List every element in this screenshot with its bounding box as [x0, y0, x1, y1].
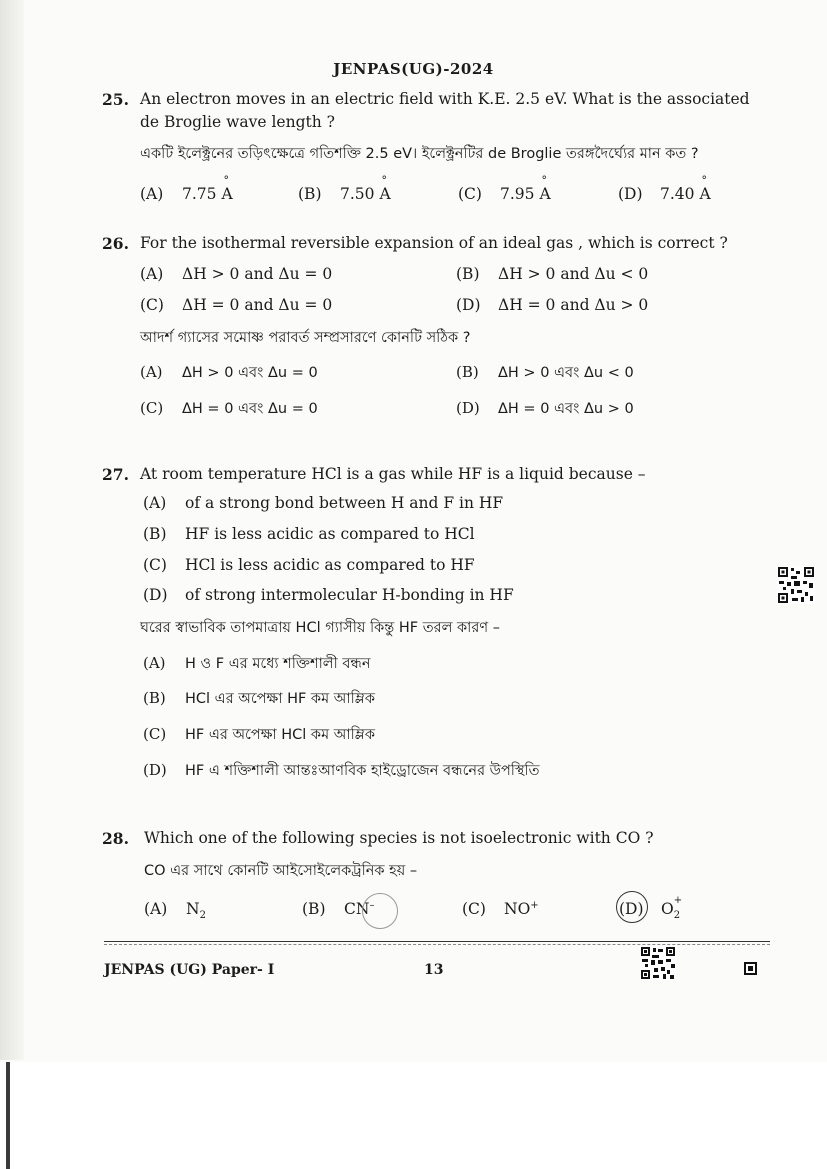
option-a-bn: (A) H ও F এর মধ্যে শক্তিশালী বন্ধন — [143, 654, 371, 672]
angstrom-unit: ° A — [699, 185, 710, 203]
option-d-en: (D) ΔH = 0 and Δu > 0 — [456, 296, 649, 314]
question-number: 28. — [102, 829, 129, 848]
question-text-bn: ঘরের স্বাভাবিক তাপমাত্রায় HCl গ্যাসীয় কিন্তু HF তরল কারণ – — [140, 620, 500, 636]
option-c-bn: (C) ΔH = 0 এবং Δu = 0 — [140, 399, 318, 417]
option-a: (A) 7.75 ° A — [140, 185, 233, 203]
option-d: (D) O + 2 — [619, 895, 683, 921]
question-text-line-1: An electron moves in an electric field with K.E. 2.5 eV. What is the associated — [140, 90, 750, 108]
option-c-en: (C) ΔH = 0 and Δu = 0 — [140, 296, 333, 314]
footer-rule-dashed — [104, 944, 770, 945]
question-text-bn: CO এর সাথে কোনটি আইসোইলেকট্রনিক হয় – — [144, 863, 418, 879]
option-b-en: (B) HF is less acidic as compared to HCl — [143, 525, 475, 543]
question-text-en: At room temperature HCl is a gas while HF is a liquid because – — [140, 465, 646, 483]
option-b: (B) CN– — [302, 900, 375, 919]
option-b: (B) 7.50 ° A — [298, 185, 391, 203]
question-text-line-2: de Broglie wave length ? — [140, 113, 335, 131]
question-text-en — [140, 88, 760, 134]
option-a: (A) $N_2$ — [144, 900, 206, 922]
option-d-bn: (D) ΔH = 0 এবং Δu > 0 — [456, 399, 634, 417]
footer-qr-code — [640, 946, 676, 980]
side-qr-code — [777, 566, 815, 604]
option-a-en: (A) ΔH > 0 and Δu = 0 — [140, 265, 333, 283]
angstrom-unit: ° A — [379, 185, 390, 203]
option-b-bn: (B) ΔH > 0 এবং Δu < 0 — [456, 363, 634, 381]
option-d: (D) 7.40 ° A — [618, 185, 711, 203]
question-number: 27. — [102, 465, 129, 484]
option-d-bn: (D) HF এ শক্তিশালী আন্তঃআণবিক হাইড্রোজেন বন্ধনের উপস্থিতি — [143, 761, 540, 779]
option-c: (C) NO+ — [462, 900, 539, 919]
option-a-bn: (A) ΔH > 0 এবং Δu = 0 — [140, 363, 318, 381]
option-a-en: (A) of a strong bond between H and F in HF — [143, 494, 504, 512]
footer-rule — [104, 941, 770, 942]
option-c-bn: (C) HF এর অপেক্ষা HCl কম আম্লিক — [143, 725, 375, 743]
faint-circle-mark — [362, 893, 398, 929]
question-text-en: Which one of the following species is not isoelectronic with CO ? — [144, 829, 654, 847]
page-header: JENPAS(UG)-2024 — [333, 60, 494, 78]
option-c-en: (C) HCl is less acidic as compared to HF — [143, 556, 475, 574]
option-b-en: (B) ΔH > 0 and Δu < 0 — [456, 265, 649, 283]
option-c: (C) 7.95 ° A — [458, 185, 551, 203]
question-text-bn: একটি ইলেক্ট্রনের তড়িৎক্ষেত্রে গতিশক্তি 2.5 eV। ইলেক্ট্রনটির de Broglie তরঙ্গদৈর্ঘ্যের মান কত ? — [140, 146, 699, 162]
question-text-bn: আদর্শ গ্যাসের সমোষ্ণ পরাবর্ত সম্প্রসারণে কোনটি সঠিক ? — [140, 330, 471, 346]
footer-paper-name: JENPAS (UG) Paper- I — [104, 962, 275, 978]
question-text-en: For the isothermal reversible expansion of an ideal gas , which is correct ? — [140, 234, 728, 252]
page-number: 13 — [424, 962, 444, 978]
answer-circle-mark — [616, 891, 648, 923]
question-number: 25. — [102, 90, 129, 109]
angstrom-unit: ° A — [221, 185, 232, 203]
angstrom-unit: ° A — [539, 185, 550, 203]
option-b-bn: (B) HCl এর অপেক্ষা HF কম আম্লিক — [143, 689, 375, 707]
question-number: 26. — [102, 234, 129, 253]
option-d-en: (D) of strong intermolecular H-bonding in HF — [143, 586, 514, 604]
corner-marker — [744, 962, 757, 975]
